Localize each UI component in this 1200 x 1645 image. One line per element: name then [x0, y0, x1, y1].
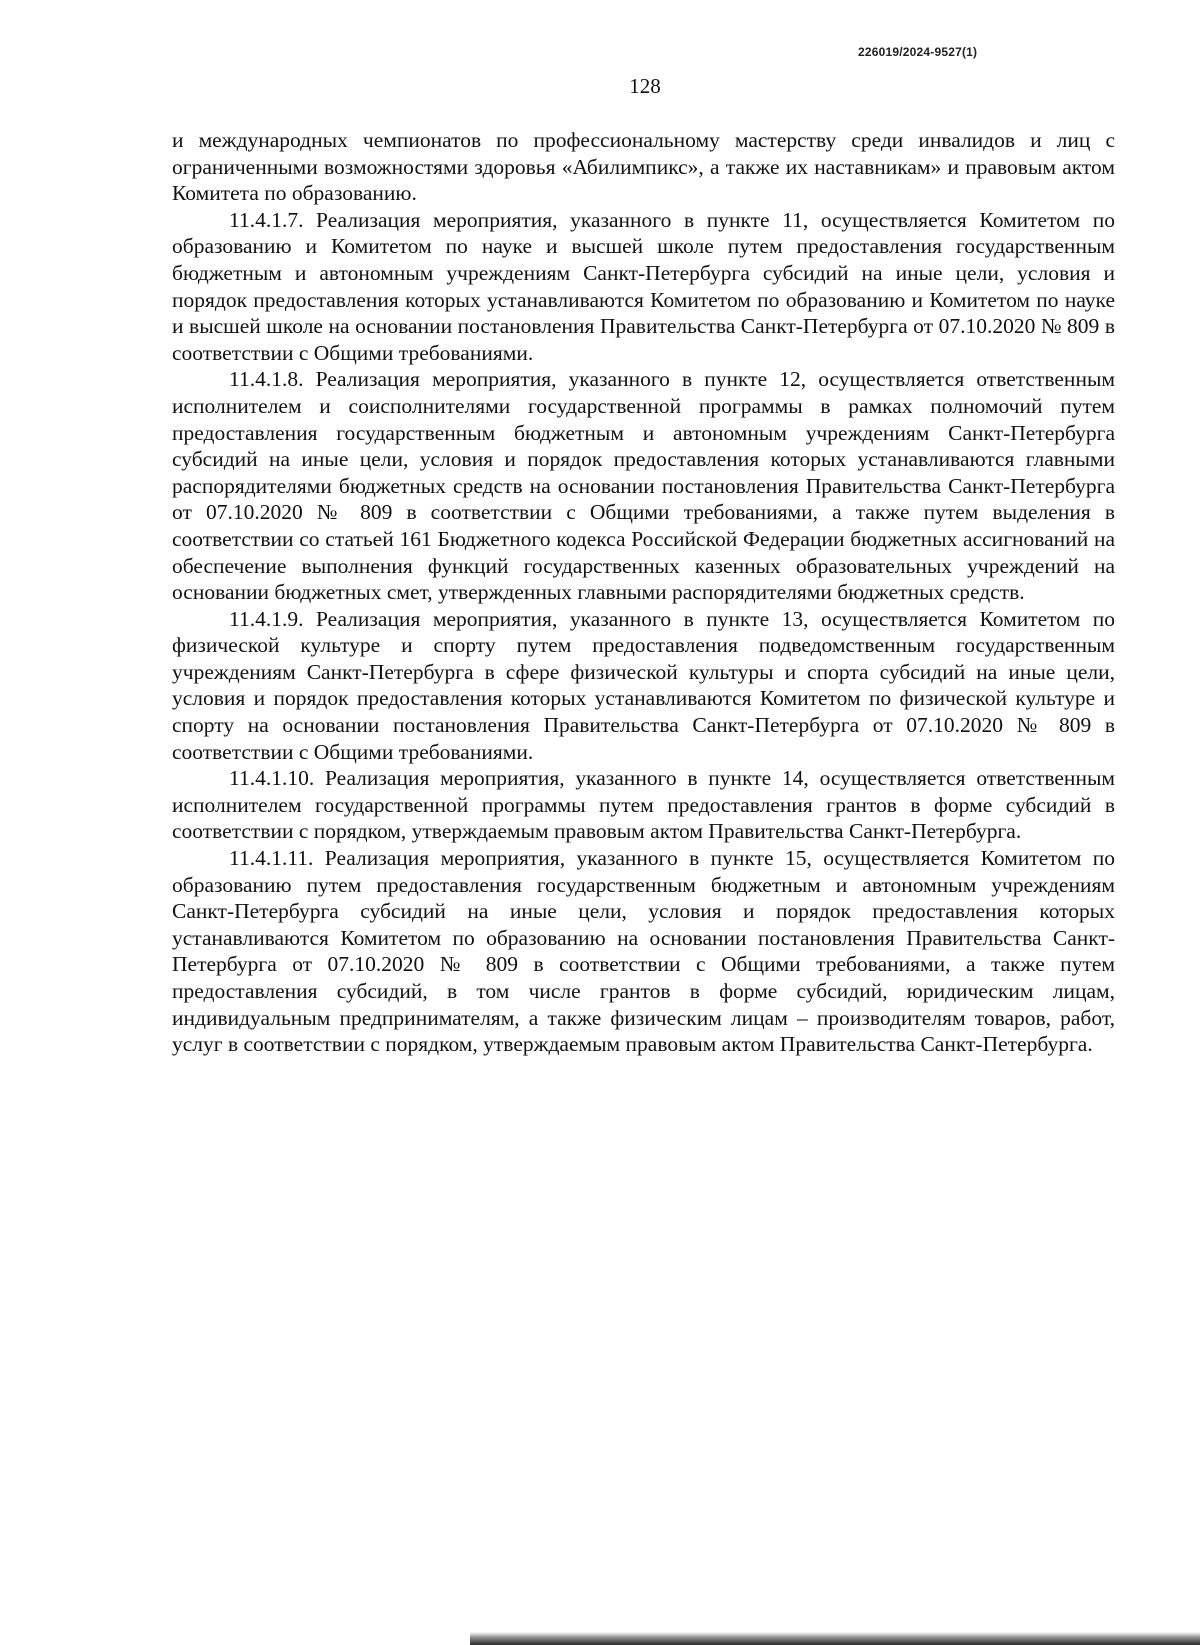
document-body: [172, 127, 1115, 1058]
paragraph-11-4-1-8: 11.4.1.8. Реализация мероприятия, указанного в пункте 12, осуществляется ответственным исполнителем и соисполнителями государственной программы в рамках полномочий путем предоставления государственным бюджетным и автономным учреждениям Санкт-Петербурга субсидий на иные цели, условия и порядок предоставления которых устанавливаются главными распорядителями бюджетных средств на основании постановления Правительства Санкт-Петербурга от 07.10.2020 № 809 в соответствии с Общими требованиями, а также путем выделения в соответствии со статьей 161 Бюджетного кодекса Российской Федерации бюджетных ассигнований на обеспечение выполнения функций государственных казенных образовательных учреждений на основании бюджетных смет, утвержденных главными распорядителями бюджетных средств.: [172, 367, 1115, 605]
paragraph-11-4-1-7: 11.4.1.7. Реализация мероприятия, указанного в пункте 11, осуществляется Комитетом по образованию и Комитетом по науке и высшей школе путем предоставления государственным бюджетным и автономным учреждениям Санкт-Петербурга субсидий на иные цели, условия и порядок предоставления которых устанавливаются Комитетом по образованию и Комитетом по науке и высшей школе на основании постановления Правительства Санкт-Петербурга от 07.10.2020 № 809 в соответствии с Общими требованиями.: [172, 207, 1115, 365]
paragraph-11-4-1-10: 11.4.1.10. Реализация мероприятия, указанного в пункте 14, осуществляется ответственным исполнителем государственной программы путем предоставления грантов в форме субсидий в соответствии с порядком, утверждаемым правовым актом Правительства Санкт-Петербурга.: [172, 766, 1115, 844]
page-number: 128: [629, 74, 661, 98]
scan-edge-shadow: [470, 1632, 1200, 1645]
paragraph-11-4-1-9: 11.4.1.9. Реализация мероприятия, указанного в пункте 13, осуществляется Комитетом по физической культуре и спорту путем предоставления подведомственным государственным учреждениям Санкт-Петербурга в сфере физической культуры и спорта субсидий на иные цели, условия и порядок предоставления которых устанавливаются Комитетом по физической культуре и спорту на основании постановления Правительства Санкт-Петербурга от 07.10.2020 № 809 в соответствии с Общими требованиями.: [172, 606, 1115, 764]
document-registration-number: 226019/2024-9527(1): [858, 45, 978, 59]
paragraph-continuation: и международных чемпионатов по профессиональному мастерству среди инвалидов и лиц с ограниченными возможностями здоровья «Абилимпикс», а также их наставникам» и правовым актом Комитета по образованию.: [172, 128, 1115, 206]
paragraph-11-4-1-11: 11.4.1.11. Реализация мероприятия, указанного в пункте 15, осуществляется Комитетом по образованию путем предоставления государственным бюджетным и автономным учреждениям Санкт-Петербурга субсидий на иные цели, условия и порядок предоставления которых устанавливаются Комитетом по образованию на основании постановления Правительства Санкт-Петербурга от 07.10.2020 № 809 в соответствии с Общими требованиями, а также путем предоставления субсидий, в том числе грантов в форме субсидий, юридическим лицам, индивидуальным предпринимателям, а также физическим лицам – производителям товаров, работ, услуг в соответствии с порядком, утверждаемым правовым актом Правительства Санкт-Петербурга.: [172, 846, 1115, 1057]
